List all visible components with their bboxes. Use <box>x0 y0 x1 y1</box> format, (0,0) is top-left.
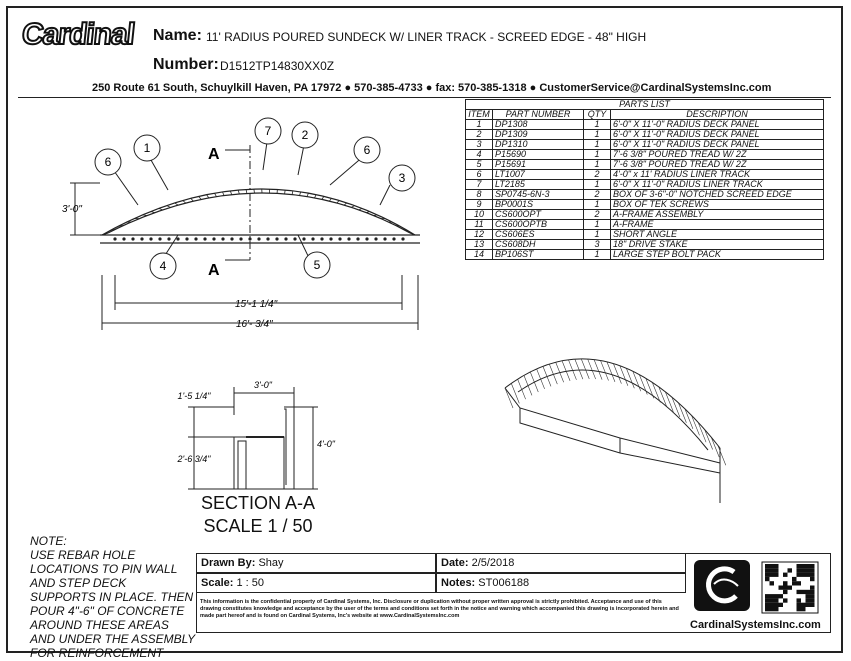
parts-cell: BP106ST <box>493 250 584 260</box>
scale-cell <box>196 573 436 593</box>
balloon-4: 4 <box>159 259 167 273</box>
parts-cell: 4'-0" x 11' RADIUS LINER TRACK <box>611 170 824 180</box>
parts-list-table <box>465 99 824 260</box>
parts-cell: SP0745-6N-3 <box>493 190 584 200</box>
parts-cell: BOX OF TEK SCREWS <box>611 200 824 210</box>
plan-view-drawing <box>60 115 440 340</box>
parts-cell: 1 <box>584 160 611 170</box>
parts-cell: DP1310 <box>493 140 584 150</box>
qr-code-icon <box>760 560 820 615</box>
parts-cell: BP0001S <box>493 200 584 210</box>
parts-cell: 7'-6 3/8" POURED TREAD W/ 2Z <box>611 160 824 170</box>
dim-height: 3'-0" <box>62 204 82 215</box>
parts-cell: LT1007 <box>493 170 584 180</box>
company-address: 250 Route 61 South, Schuylkill Haven, PA 17972 ● 570-385-4733 ● fax: 570-385-1318 ● CustomerService@CardinalSystemsInc.com <box>92 82 772 94</box>
section-dim-top: 3'-0" <box>254 380 272 390</box>
parts-row <box>466 250 824 260</box>
parts-row <box>466 120 824 130</box>
parts-cell: 11 <box>466 220 493 230</box>
drawn-by-label: Drawn By: <box>201 557 256 569</box>
balloon-7: 7 <box>264 124 272 138</box>
parts-cell: 12 <box>466 230 493 240</box>
section-scale: SCALE 1 / 50 <box>203 516 313 536</box>
drawn-by-value: Shay <box>258 557 284 569</box>
balloon-1: 1 <box>143 141 151 155</box>
parts-cell: A-FRAME <box>611 220 824 230</box>
parts-cell: CS608DH <box>493 240 584 250</box>
parts-header-cell: QTY <box>584 110 611 120</box>
parts-cell: 6'-0" X 11'-0" RADIUS DECK PANEL <box>611 140 824 150</box>
parts-cell: 1 <box>584 150 611 160</box>
disclaimer-text: This information is the confidential property of Cardinal Systems, Inc. Disclosure or duplication without proper written approval is strictly prohibited. Acceptance and use of this drawing constitutes knowledge and acceptance by the user of the terms and conditions set forth in the notice and warning which accompanied this drawing is incorporated herein and made part hereof and is found on Cardinal Systems, Inc's website at www.CardinalSystemsInc.com <box>200 599 679 619</box>
balloon-2: 2 <box>301 128 309 142</box>
isometric-view-drawing <box>480 328 745 518</box>
parts-cell: 3 <box>584 240 611 250</box>
parts-cell: 8 <box>466 190 493 200</box>
parts-cell: 2 <box>466 130 493 140</box>
website-text: CardinalSystemsInc.com <box>690 619 821 631</box>
date-label: Date: <box>441 557 469 569</box>
parts-cell: 7'-6 3/8" POURED TREAD W/ 2Z <box>611 150 824 160</box>
parts-cell: 14 <box>466 250 493 260</box>
parts-cell: BOX OF 3-6"-0" NOTCHED SCREED EDGE <box>611 190 824 200</box>
parts-cell: 1 <box>584 220 611 230</box>
parts-cell: 10 <box>466 210 493 220</box>
date-value: 2/5/2018 <box>471 557 515 569</box>
parts-cell: 6'-0" X 11'-0" RADIUS DECK PANEL <box>611 130 824 140</box>
installation-note <box>30 534 195 660</box>
section-mark-bottom: A <box>208 262 220 279</box>
name-label: Name: <box>153 27 202 44</box>
date-cell <box>436 553 686 573</box>
balloon-5: 5 <box>313 258 321 272</box>
parts-cell: LT2185 <box>493 180 584 190</box>
notes-label: Notes: <box>441 577 476 589</box>
parts-cell: 1 <box>466 120 493 130</box>
parts-row <box>466 220 824 230</box>
parts-cell: 18" DRIVE STAKE <box>611 240 824 250</box>
scale-label: Scale: <box>201 577 234 589</box>
parts-cell: 3 <box>466 140 493 150</box>
parts-cell: 2 <box>584 190 611 200</box>
parts-cell: 1 <box>584 140 611 150</box>
parts-list-title: PARTS LIST <box>466 100 824 110</box>
parts-cell: 7 <box>466 180 493 190</box>
parts-row <box>466 140 824 150</box>
balloon-6-left: 6 <box>104 155 112 169</box>
drawn-by-cell <box>196 553 436 573</box>
parts-cell: 13 <box>466 240 493 250</box>
parts-cell: SHORT ANGLE <box>611 230 824 240</box>
section-title: SECTION A-A <box>200 493 316 513</box>
parts-cell: 1 <box>584 130 611 140</box>
number-value: D1512TP14830XX0Z <box>220 59 335 73</box>
parts-cell: 6'-0" X 11'-0" RADIUS DECK PANEL <box>611 120 824 130</box>
header-divider <box>18 97 831 98</box>
parts-cell: CS606ES <box>493 230 584 240</box>
notes-value: ST006188 <box>478 577 530 589</box>
name-value: 11' RADIUS POURED SUNDECK W/ LINER TRACK - SCREED EDGE - 48" HIGH <box>206 30 647 44</box>
parts-cell: P15691 <box>493 160 584 170</box>
parts-header-cell: ITEM <box>466 110 493 120</box>
parts-row <box>466 190 824 200</box>
note-text: NOTE: USE REBAR HOLE LOCATIONS TO PIN WALL AND STEP DECK SUPPORTS IN PLACE. THEN POUR 4"-6" OF CONCRETE AROUND THESE AREAS AND UNDER THE ASSEMBLY FOR REINFORCEMENT <box>30 534 195 660</box>
parts-cell: A-FRAME ASSEMBLY <box>611 210 824 220</box>
cardinal-mark-icon <box>692 558 752 613</box>
balloon-3: 3 <box>398 171 406 185</box>
parts-row <box>466 180 824 190</box>
section-dim-right: 4'-0" <box>317 439 335 449</box>
parts-cell: 2 <box>584 210 611 220</box>
parts-cell: P15690 <box>493 150 584 160</box>
parts-cell: 6 <box>466 170 493 180</box>
parts-header-cell: DESCRIPTION <box>611 110 824 120</box>
parts-header-cell: PART NUMBER <box>493 110 584 120</box>
balloon-6-right: 6 <box>363 143 371 157</box>
parts-cell: 1 <box>584 200 611 210</box>
parts-cell: CS600OPTB <box>493 220 584 230</box>
parts-cell: 4 <box>466 150 493 160</box>
parts-row <box>466 160 824 170</box>
parts-cell: CS600OPT <box>493 210 584 220</box>
parts-row <box>466 130 824 140</box>
parts-cell: 1 <box>584 250 611 260</box>
parts-cell: 5 <box>466 160 493 170</box>
notes-cell <box>436 573 686 593</box>
parts-cell: 9 <box>466 200 493 210</box>
parts-row <box>466 210 824 220</box>
section-dim-left-top: 1'-5 1/4" <box>177 391 211 401</box>
section-view-drawing <box>168 375 343 490</box>
parts-cell: 1 <box>584 120 611 130</box>
parts-row <box>466 170 824 180</box>
parts-cell: DP1309 <box>493 130 584 140</box>
scale-value: 1 : 50 <box>236 577 265 589</box>
parts-cell: DP1308 <box>493 120 584 130</box>
number-label: Number: <box>153 56 219 73</box>
parts-row <box>466 230 824 240</box>
parts-cell: 1 <box>584 180 611 190</box>
section-mark-top: A <box>208 146 220 163</box>
dim-inner-width: 15'-1 1/4" <box>235 299 278 310</box>
section-dim-left-bottom: 2'-6 3/4" <box>177 454 211 464</box>
parts-cell: LARGE STEP BOLT PACK <box>611 250 824 260</box>
parts-row <box>466 240 824 250</box>
parts-cell: 2 <box>584 170 611 180</box>
parts-cell: 1 <box>584 230 611 240</box>
cardinal-logo: Cardinal <box>20 18 136 51</box>
parts-cell: 6'-0" X 11'-0" RADIUS LINER TRACK <box>611 180 824 190</box>
dim-outer-width: 16'- 3/4" <box>236 319 273 330</box>
parts-row <box>466 200 824 210</box>
parts-row <box>466 150 824 160</box>
